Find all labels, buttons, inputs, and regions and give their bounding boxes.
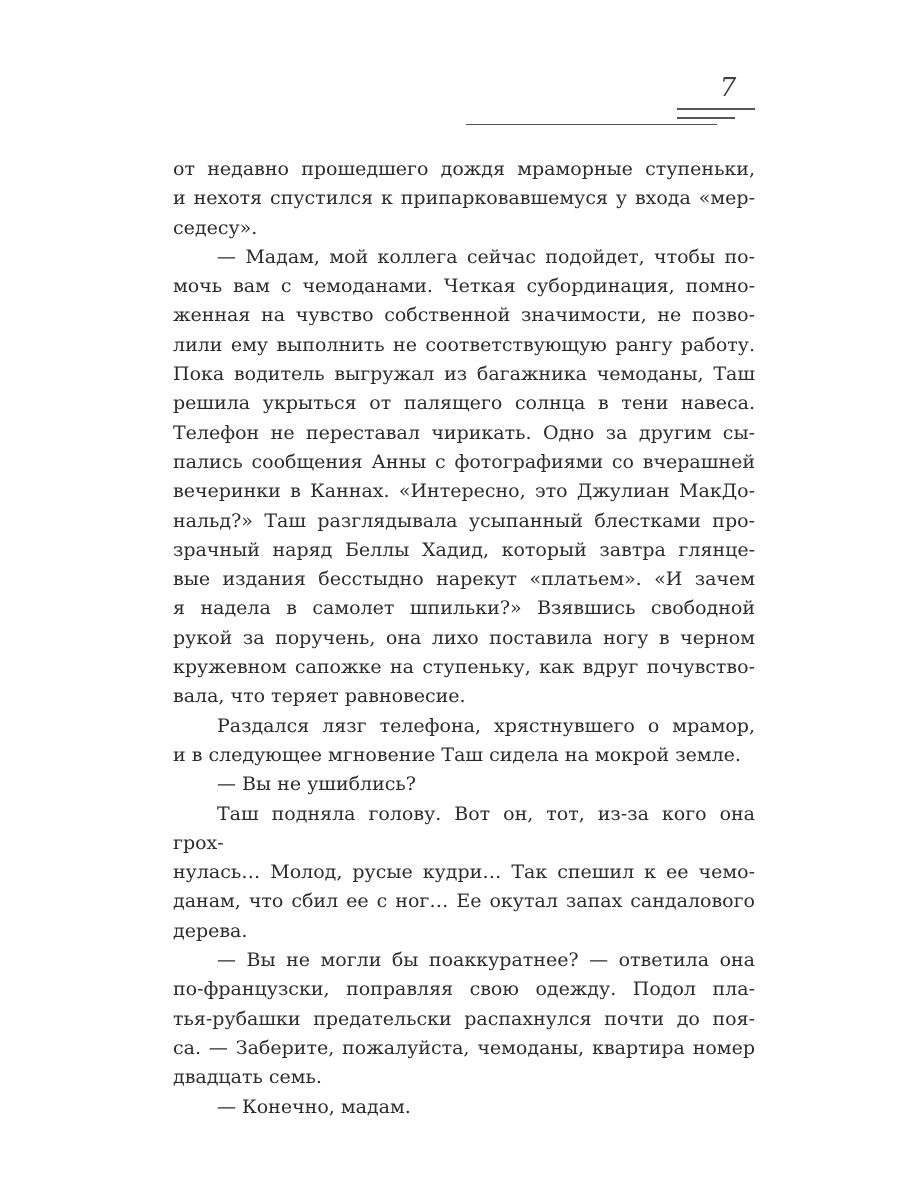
header-rule-bottom xyxy=(677,117,735,119)
text-line: — Конечно, мадам. xyxy=(217,1095,411,1118)
text-line: дерева. xyxy=(173,919,248,942)
text-line: данам, что сбил ее с ног… Ее окутал запах сандалового xyxy=(173,890,755,913)
body-text xyxy=(173,155,755,1122)
text-line: лили ему выполнить не соответствующую рангу работу. xyxy=(173,333,755,356)
text-line: вые издания бесстыдно нарекут «платьем». «И зачем xyxy=(173,568,755,591)
text-line: зрачный наряд Беллы Хадид, который завтра глянце- xyxy=(173,538,755,561)
text-line: Пока водитель выгружал из багажника чемоданы, Таш xyxy=(173,363,755,386)
text-line: — Мадам, мой коллега сейчас подойдет, чтобы по- xyxy=(217,245,755,268)
text-line: мочь вам с чемоданами. Четкая субординация, помно- xyxy=(173,275,755,298)
text-line: двадцать семь. xyxy=(173,1066,322,1089)
text-line: вечеринки в Каннах. «Интересно, это Джулиан МакДо- xyxy=(173,480,755,503)
text-line: Телефон не переставал чирикать. Одно за другим сы- xyxy=(173,421,755,444)
text-line: Таш подняла голову. Вот он, тот, из-за кого она грох- xyxy=(173,802,755,854)
text-line: кружевном сапожке на ступеньку, как вдруг почувство- xyxy=(173,656,755,679)
text-line: решила укрыться от палящего солнца в тени навеса. xyxy=(173,392,755,415)
text-line: са. — Заберите, пожалуйста, чемоданы, квартира номер xyxy=(173,1036,755,1059)
text-line: я надела в самолет шпильки?» Взявшись свободной xyxy=(173,597,755,620)
text-line: нальд?» Таш разглядывала усыпанный блестками про- xyxy=(173,509,755,532)
text-line: нулась… Молод, русые кудри… Так спешил к ее чемо- xyxy=(173,861,755,884)
text-line: от недавно прошедшего дождя мраморные ступеньки, xyxy=(173,158,755,180)
text-line: женная на чувство собственной значимости, не позво- xyxy=(173,304,755,327)
header-rule-long xyxy=(466,124,717,126)
text-line: и нехотя спустился к припарковавшемуся у входа «мер- xyxy=(173,187,755,210)
text-line: Раздался лязг телефона, хрястнувшего о мрамор, xyxy=(217,714,755,737)
text-line: седесу». xyxy=(173,216,258,239)
text-line: рукой за поручень, она лихо поставила ногу в черном xyxy=(173,626,755,649)
text-line: вала, что теряет равновесие. xyxy=(173,685,466,708)
page-number: 7 xyxy=(719,73,737,103)
text-line: пались сообщения Анны с фотографиями со вчерашней xyxy=(173,450,755,473)
text-line: по-французски, поправляя свою одежду. Подол пла- xyxy=(173,978,755,1001)
text-line: тья-рубашки предательски распахнулся почти до поя- xyxy=(173,1007,755,1030)
text-line: — Вы не ушиблись? xyxy=(217,773,416,796)
header-rule-top xyxy=(677,108,755,110)
text-line: — Вы не могли бы поаккуратнее? — ответила она xyxy=(217,949,755,972)
text-line: и в следующее мгновение Таш сидела на мокрой земле. xyxy=(173,743,741,766)
